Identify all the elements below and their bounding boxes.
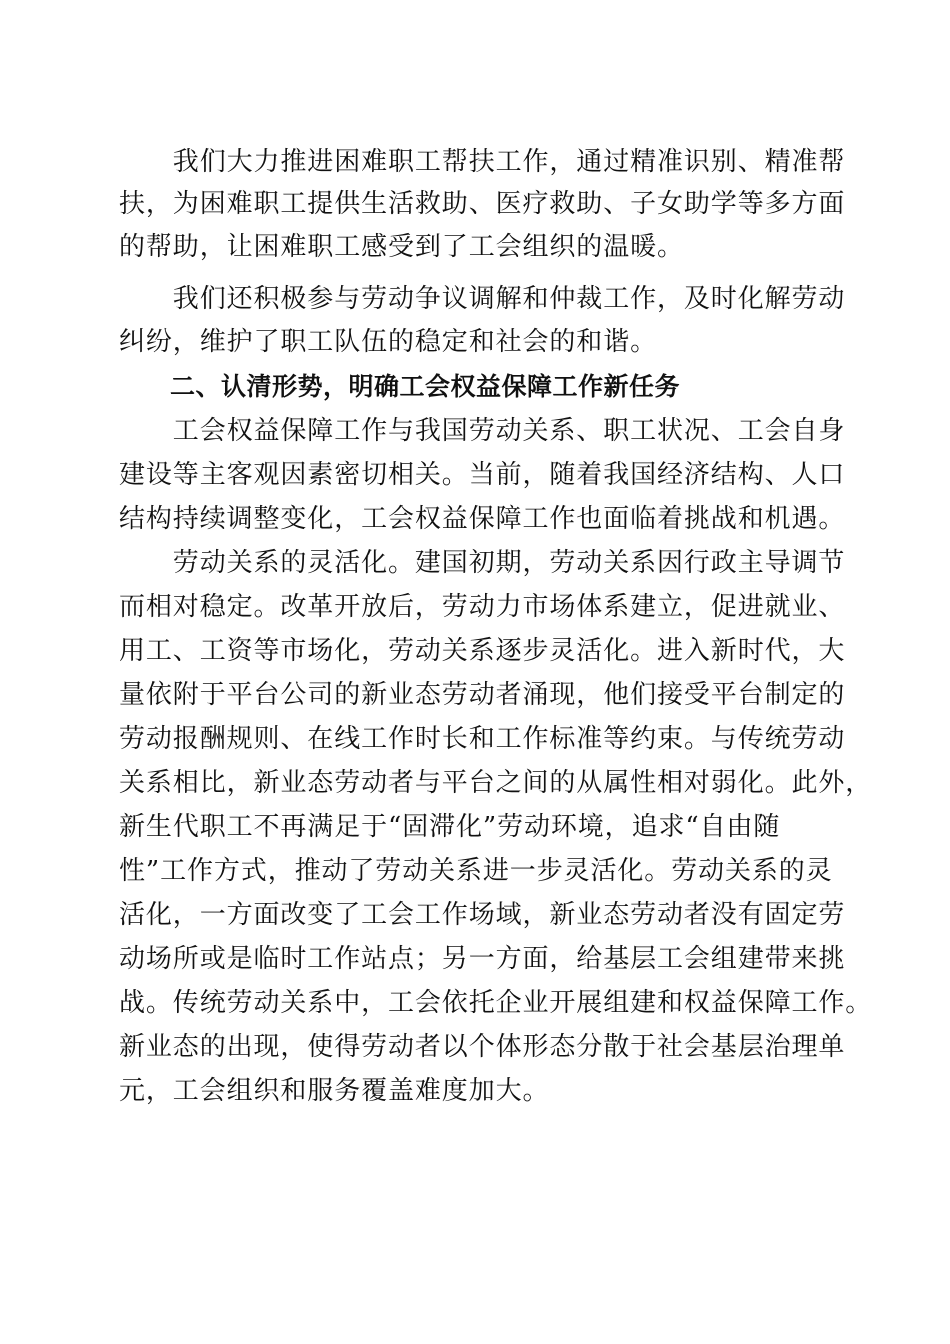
- paragraph-line: 结构持续调整变化，工会权益保障工作也面临着挑战和机遇。: [119, 504, 846, 534]
- paragraph-line: 战。传统劳动关系中，工会依托企业开展组建和权益保障工作。: [119, 988, 873, 1018]
- paragraph-line: 用工、工资等市场化，劳动关系逐步灵活化。进入新时代，大: [119, 636, 846, 666]
- paragraph-line: 新生代职工不再满足于“固滞化”劳动环境，追求“自由随: [119, 812, 781, 842]
- paragraph-line: 而相对稳定。改革开放后，劳动力市场体系建立，促进就业、: [119, 592, 846, 622]
- paragraph-line: 性”工作方式，推动了劳动关系进一步灵活化。劳动关系的灵: [119, 856, 833, 886]
- paragraph-line: 扶，为困难职工提供生活救助、医疗救助、子女助学等多方面: [119, 189, 846, 219]
- paragraph-line: 活化，一方面改变了工会工作场域，新业态劳动者没有固定劳: [119, 900, 846, 930]
- paragraph-line: 建设等主客观因素密切相关。当前，随着我国经济结构、人口: [119, 460, 846, 490]
- paragraph-line: 动场所或是临时工作站点；另一方面，给基层工会组建带来挑: [119, 944, 846, 974]
- paragraph-line: 纠纷，维护了职工队伍的稳定和社会的和谐。: [119, 327, 658, 357]
- paragraph-line: 劳动关系的灵活化。建国初期，劳动关系因行政主导调节: [119, 548, 846, 578]
- paragraph-line: 工会权益保障工作与我国劳动关系、职工状况、工会自身: [119, 416, 846, 446]
- paragraph-line: 关系相比，新业态劳动者与平台之间的从属性相对弱化。此外，: [119, 768, 873, 798]
- paragraph-line: 我们大力推进困难职工帮扶工作，通过精准识别、精准帮: [119, 147, 846, 177]
- paragraph-line: 我们还积极参与劳动争议调解和仲裁工作，及时化解劳动: [119, 284, 846, 314]
- paragraph-line: 量依附于平台公司的新业态劳动者涌现，他们接受平台制定的: [119, 680, 846, 710]
- section-heading: 二、认清形势，明确工会权益保障工作新任务: [119, 372, 681, 401]
- paragraph-line: 元，工会组织和服务覆盖难度加大。: [119, 1076, 550, 1106]
- paragraph-line: 的帮助，让困难职工感受到了工会组织的温暖。: [119, 232, 684, 262]
- paragraph-line: 劳动报酬规则、在线工作时长和工作标准等约束。与传统劳动: [119, 724, 846, 754]
- paragraph-line: 新业态的出现，使得劳动者以个体形态分散于社会基层治理单: [119, 1032, 846, 1062]
